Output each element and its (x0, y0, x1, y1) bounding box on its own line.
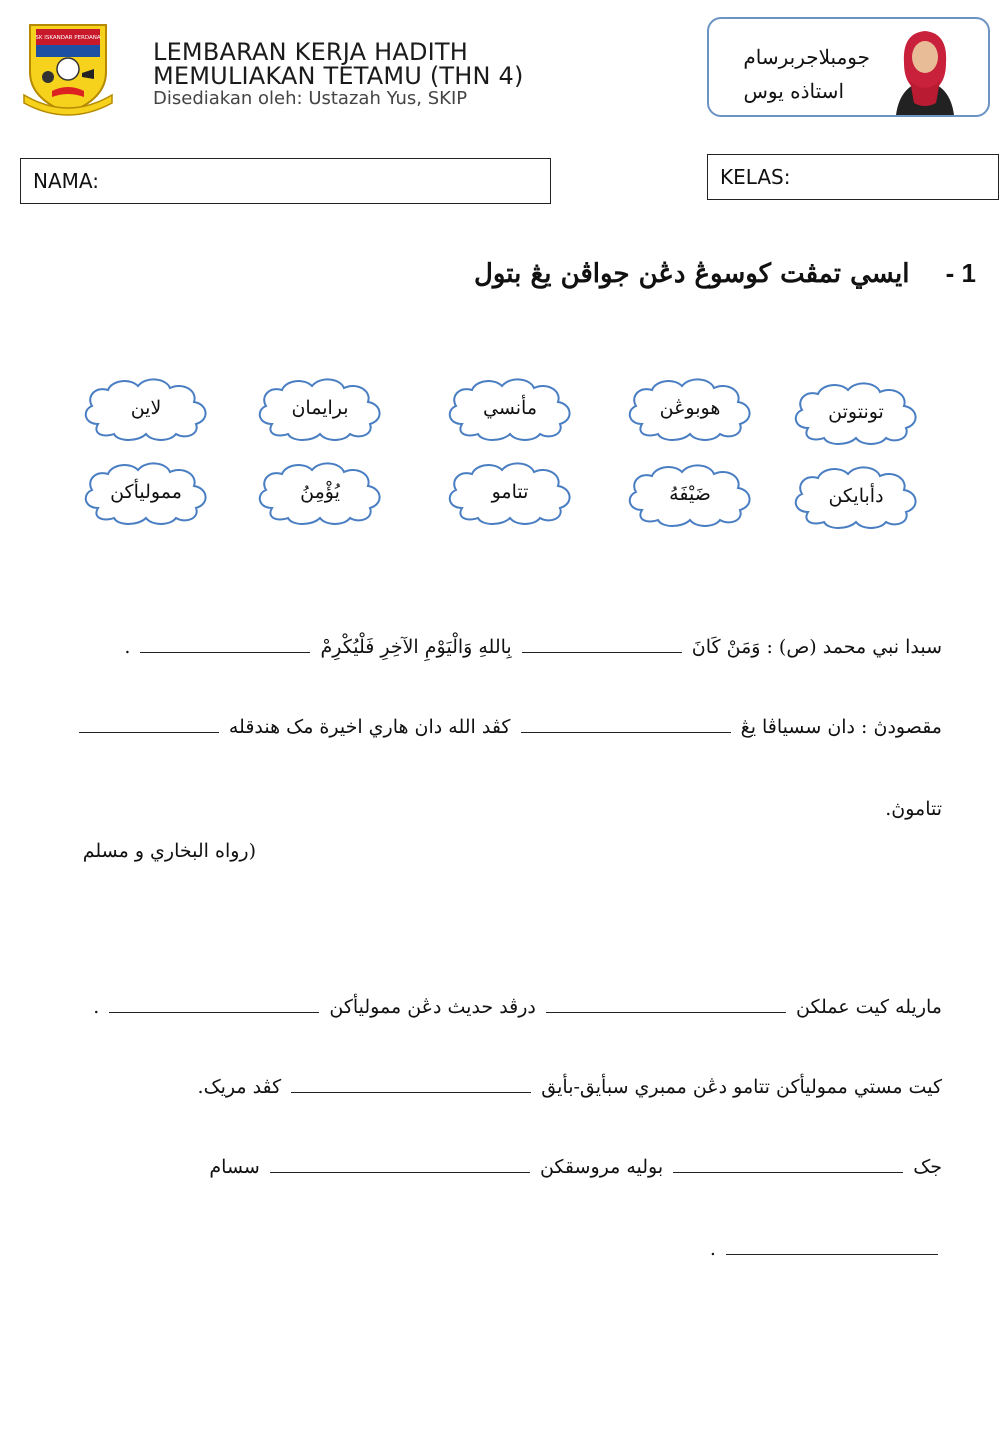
blank-2[interactable] (140, 651, 310, 653)
hadith-narrator: (رواه البخاري و مسلم (82, 840, 256, 862)
lesson-line-3 (209, 1156, 942, 1178)
lesson-line1-end: . (93, 996, 100, 1018)
logo-caption: SK ISKANDAR PERDANA (35, 35, 101, 41)
kelas-label: KELAS: (720, 165, 791, 189)
title-line-2: MEMULIAKAN TETAMU (THN 4) (153, 62, 524, 90)
lesson-line3-text-c: سسام (209, 1156, 260, 1178)
lesson-line4-end: . (709, 1238, 716, 1260)
kelas-field[interactable] (707, 154, 999, 200)
word-bank-cloud (622, 372, 758, 444)
hadith-line1-end: . (124, 636, 131, 658)
school-logo (22, 17, 114, 117)
lesson-line1-text-a: ماريله كيت عملكن (796, 996, 942, 1018)
question-instruction: ايسي تمڤت كوسوڠ دڠن جواڤن يڠ بتول (473, 259, 910, 289)
hadith-line2-text-b: كڤد الله دان هاري اخيرة مک هندقله (228, 716, 511, 738)
hadith-line-1 (124, 636, 942, 658)
blank-5[interactable] (546, 1011, 786, 1013)
lesson-line1-text-b: درڤد حديث دڠن مموليأكن (329, 996, 536, 1018)
blank-7[interactable] (291, 1091, 531, 1093)
worksheet-title-block (153, 40, 524, 108)
hadith-line-2 (75, 716, 942, 738)
word-bank-cloud (788, 460, 924, 532)
blank-4[interactable] (79, 731, 219, 733)
blank-6[interactable] (109, 1011, 319, 1013)
word-bank-cloud (442, 372, 578, 444)
blank-3[interactable] (521, 731, 731, 733)
hadith-line-3: تتاموڽ. (885, 798, 942, 820)
lesson-line-2 (198, 1076, 942, 1098)
lesson-line2-text-b: كڤد مريک. (197, 1076, 282, 1098)
word-bank-cloud (622, 458, 758, 530)
hadith-line1-text-a: سبدا نبي محمد (ص) : وَمَنْ كَانَ (691, 636, 942, 658)
lesson-line-4 (710, 1238, 942, 1260)
hadith-line1-text-b: بِاللهِ وَالْيَوْمِ الآخِرِ فَلْيُكْرِمْ (320, 636, 512, 658)
title-line-1: LEMBARAN KERJA HADITH (153, 38, 469, 66)
word-bank-word: تتامو (491, 481, 529, 503)
question-1-heading (474, 258, 976, 289)
word-bank-word: لاين (130, 397, 162, 419)
blank-1[interactable] (522, 651, 682, 653)
word-bank-cloud (252, 372, 388, 444)
teacher-greeting: جومبلاجربرسام (743, 45, 870, 69)
word-bank-word: تونتوتن (828, 401, 884, 423)
blank-8[interactable] (673, 1171, 903, 1173)
lesson-line3-text-a: جک (913, 1156, 942, 1178)
word-bank-word: دأبايكن (828, 485, 884, 507)
word-bank-word: هوبوڠن (659, 397, 721, 419)
nama-label: NAMA: (33, 169, 99, 193)
lesson-line2-text-a: كيت مستي مموليأكن تتامو دڠن ممبري سبأيق-بأيق (541, 1076, 942, 1098)
word-bank-cloud (78, 372, 214, 444)
word-bank-cloud (788, 376, 924, 448)
hadith-line2-text-a: مقصودڽ : دان سسياڤا يڠ (740, 716, 942, 738)
blank-10[interactable] (726, 1253, 938, 1255)
question-number: 1 - (945, 258, 976, 288)
teacher-photo (890, 23, 960, 115)
author-credit: Disediakan oleh: Ustazah Yus, SKIP (153, 88, 468, 109)
blank-9[interactable] (270, 1171, 530, 1173)
teacher-name: استاذه يوس (743, 79, 844, 103)
word-bank-word: برايمان (291, 397, 349, 419)
word-bank-word: يُؤْمِنُ (300, 481, 340, 503)
word-bank-cloud (252, 456, 388, 528)
nama-field[interactable] (20, 158, 551, 204)
word-bank-cloud (442, 456, 578, 528)
teacher-card (707, 17, 990, 117)
word-bank-word: مموليأكن (110, 481, 182, 503)
lesson-line-1 (93, 996, 942, 1018)
word-bank-word: مأنسي (482, 397, 538, 419)
lesson-line3-text-b: بوليه مروسقكن (539, 1156, 664, 1178)
word-bank-word: ضَيْفَهُ (669, 483, 711, 505)
word-bank-cloud (78, 456, 214, 528)
